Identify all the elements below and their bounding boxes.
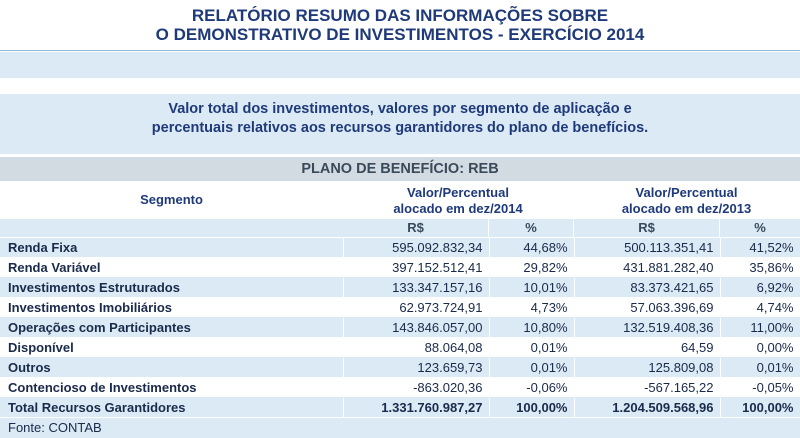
pct-2014-cell: 0,01% xyxy=(489,358,574,378)
segment-cell: Renda Variável xyxy=(0,258,343,278)
table-row xyxy=(0,318,800,338)
segment-cell: Renda Fixa xyxy=(0,238,343,258)
period-2013-header-line2: alocado em dez/2013 xyxy=(621,201,752,216)
segment-cell: Disponível xyxy=(0,338,343,358)
plan-title: PLANO DE BENEFÍCIO: REB xyxy=(0,156,800,181)
value-2014-cell: -863.020,36 xyxy=(343,378,489,398)
segment-cell: Operações com Participantes xyxy=(0,318,343,338)
value-2014-cell: 62.973.724,91 xyxy=(343,298,489,318)
report-title-line2: O DEMONSTRATIVO DE INVESTIMENTOS - EXERCÍCIO 2014 xyxy=(155,25,645,44)
total-row xyxy=(0,398,800,418)
pct-2013-cell: 11,00% xyxy=(720,318,800,338)
description-line2: percentuais relativos aos recursos garantidores do plano de benefícios. xyxy=(151,120,649,136)
value-2014-cell: 143.846.057,00 xyxy=(343,318,489,338)
segment-cell: Investimentos Imobiliários xyxy=(0,298,343,318)
value-2013-cell: 64,59 xyxy=(574,338,720,358)
segment-column-header: Segmento xyxy=(0,181,343,219)
period-2014-header-line2: alocado em dez/2014 xyxy=(393,201,523,216)
pct-2014-cell: 0,01% xyxy=(489,338,574,358)
total-value-2013-cell: 1.204.509.568,96 xyxy=(574,398,720,418)
period-2013-header xyxy=(573,181,800,219)
value-2013-cell: 500.113.351,41 xyxy=(574,238,720,258)
value-2014-cell: 595.092.832,34 xyxy=(343,238,489,258)
pct-2013-cell: 4,74% xyxy=(720,298,800,318)
pct-2014-cell: 44,68% xyxy=(489,238,574,258)
total-pct-2013-cell: 100,00% xyxy=(720,398,800,418)
investments-table xyxy=(0,238,800,418)
pct-2014-cell: 10,80% xyxy=(489,318,574,338)
segment-cell: Investimentos Estruturados xyxy=(0,278,343,298)
value-2013-cell: 125.809,08 xyxy=(574,358,720,378)
subheader-pct-2014: % xyxy=(489,219,573,237)
total-value-2014-cell: 1.331.760.987,27 xyxy=(343,398,489,418)
period-2013-header-line1: Valor/Percentual xyxy=(635,185,738,200)
subheader-blank xyxy=(0,219,343,237)
table-row xyxy=(0,378,800,398)
pct-2013-cell: 0,01% xyxy=(720,358,800,378)
table-row xyxy=(0,338,800,358)
table-row xyxy=(0,278,800,298)
table-row xyxy=(0,258,800,278)
segment-cell: Outros xyxy=(0,358,343,378)
segment-cell: Contencioso de Investimentos xyxy=(0,378,343,398)
total-pct-2014-cell: 100,00% xyxy=(489,398,574,418)
total-segment-cell: Total Recursos Garantidores xyxy=(0,398,343,418)
report-title-line1: RELATÓRIO RESUMO DAS INFORMAÇÕES SOBRE xyxy=(191,6,609,25)
pct-2014-cell: -0,06% xyxy=(489,378,574,398)
table-row xyxy=(0,238,800,258)
value-2013-cell: 57.063.396,69 xyxy=(574,298,720,318)
pct-2013-cell: 35,86% xyxy=(720,258,800,278)
pct-2014-cell: 4,73% xyxy=(489,298,574,318)
description-line1: Valor total dos investimentos, valores por segmento de aplicação e xyxy=(168,101,632,117)
period-2014-header-line1: Valor/Percentual xyxy=(407,185,509,200)
pct-2014-cell: 29,82% xyxy=(489,258,574,278)
table-row xyxy=(0,358,800,378)
value-2013-cell: 431.881.282,40 xyxy=(574,258,720,278)
subheader-pct-2013: % xyxy=(720,219,800,237)
pct-2013-cell: -0,05% xyxy=(720,378,800,398)
value-2014-cell: 397.152.512,41 xyxy=(343,258,489,278)
report-title-block xyxy=(0,0,800,51)
value-2014-cell: 133.347.157,16 xyxy=(343,278,489,298)
pct-2013-cell: 41,52% xyxy=(720,238,800,258)
pct-2013-cell: 6,92% xyxy=(720,278,800,298)
value-2013-cell: -567.165,22 xyxy=(574,378,720,398)
period-2014-header xyxy=(343,181,573,219)
spacer-band xyxy=(0,52,800,78)
table-row xyxy=(0,298,800,318)
value-2014-cell: 88.064,08 xyxy=(343,338,489,358)
value-2014-cell: 123.659,73 xyxy=(343,358,489,378)
description-block xyxy=(0,94,800,154)
value-2013-cell: 132.519.408,36 xyxy=(574,318,720,338)
subheader-value-2013: R$ xyxy=(574,219,719,237)
source-note: Fonte: CONTAB xyxy=(0,418,800,438)
pct-2014-cell: 10,01% xyxy=(489,278,574,298)
value-2013-cell: 83.373.421,65 xyxy=(574,278,720,298)
investments-table-body xyxy=(0,238,800,418)
pct-2013-cell: 0,00% xyxy=(720,338,800,358)
subheader-value-2014: R$ xyxy=(343,219,488,237)
